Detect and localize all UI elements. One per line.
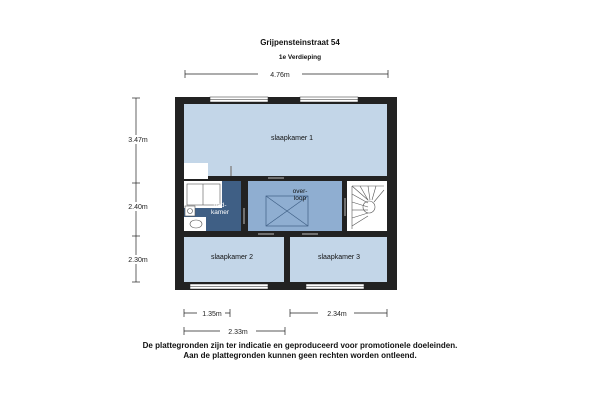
floor-label: 1e Verdieping	[278, 54, 322, 61]
disclaimer-line-2: Aan de plattegronden kunnen geen rechten worden ontleend.	[183, 351, 417, 360]
disclaimer-line-1: De plattegronden zijn ter indicatie en geproduceerd voor promotionele doeleinden.	[142, 341, 458, 350]
room-label-slaapkamer-3: slaapkamer 3	[317, 254, 361, 261]
dimension-left	[132, 98, 140, 282]
room-label-overloop-1: over-	[292, 188, 308, 195]
dimension-left-1-label: 3.47m	[128, 137, 148, 144]
dimension-bottom-left-label: 1.35m	[202, 311, 222, 318]
room-storage-small	[184, 163, 208, 179]
room-label-badkamer-1: bad-	[213, 202, 227, 209]
toilet-fixture	[190, 220, 202, 228]
room-label-slaapkamer-2: slaapkamer 2	[210, 254, 254, 261]
room-stairs	[347, 181, 387, 231]
dimension-bottom-total-label: 2.33m	[228, 329, 248, 336]
dimension-top-label: 4.76m	[270, 72, 290, 79]
room-label-overloop-2: loop	[293, 195, 307, 202]
room-label-badkamer-2: kamer	[210, 209, 230, 216]
dimension-left-2-label: 2.40m	[128, 204, 148, 211]
room-label-slaapkamer-1: slaapkamer 1	[270, 135, 314, 142]
address-title: Grijpensteinstraat 54	[260, 38, 340, 47]
sink-fixture	[185, 206, 195, 216]
dimension-bottom-right-label: 2.34m	[327, 311, 347, 318]
dimension-left-3-label: 2.30m	[128, 257, 148, 264]
